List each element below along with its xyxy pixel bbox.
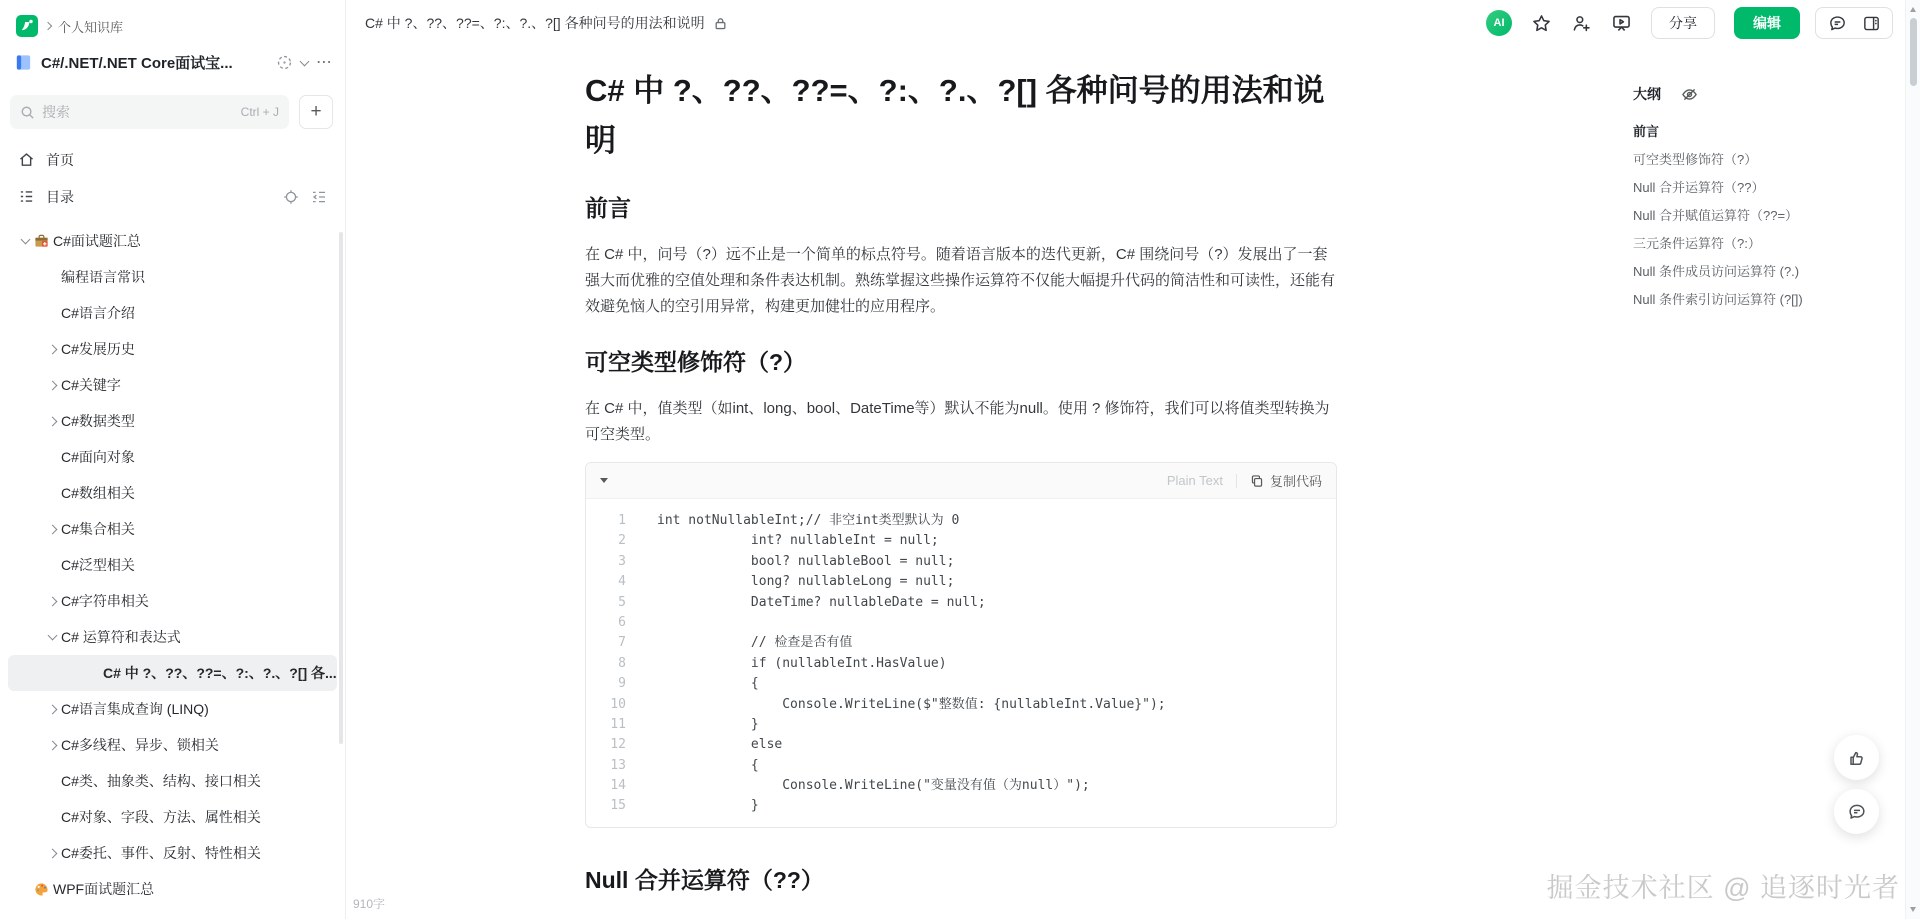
watermark: 掘金技术社区 @ 追逐时光者 — [1546, 873, 1900, 903]
scrollbar-thumb[interactable] — [1910, 18, 1917, 86]
line-number: 5 — [618, 594, 626, 610]
code-language-select[interactable]: Plain Text — [1166, 473, 1223, 488]
expand-chevron-slot — [43, 598, 61, 605]
panel-toggle-group — [1815, 7, 1893, 39]
yuque-logo-icon[interactable] — [16, 15, 38, 37]
expand-chevron-icon[interactable] — [47, 848, 57, 858]
books-emoji-icon — [34, 234, 53, 249]
doc-breadcrumb — [365, 13, 728, 33]
tree-item-label: C#语言集成查询 (LINQ) — [61, 701, 209, 717]
book-header — [0, 37, 345, 73]
code-line — [586, 735, 1336, 755]
outline-panel — [1633, 84, 1885, 314]
book-status-icon[interactable] — [276, 54, 293, 71]
nav-toc-label: 目录 — [46, 188, 74, 205]
outline-title: 大纲 — [1633, 86, 1661, 102]
collapse-all-icon[interactable] — [311, 189, 327, 205]
sidebar-tree-item[interactable] — [8, 691, 337, 727]
nav-home-label: 首页 — [46, 151, 74, 168]
copy-code-label: 复制代码 — [1269, 474, 1322, 489]
sidebar-tree-item[interactable] — [8, 547, 337, 583]
line-number: 1 — [618, 513, 626, 528]
tree-item-label: C#集合相关 — [61, 521, 135, 537]
line-number: 12 — [610, 737, 626, 753]
code-text: DateTime? nullableDate = null; — [657, 594, 986, 610]
code-body[interactable] — [586, 499, 1336, 827]
search-input[interactable] — [10, 95, 289, 129]
expand-chevron-slot — [43, 706, 61, 713]
code-line — [586, 531, 1336, 551]
tree-item-label: C#面向对象 — [61, 449, 135, 465]
scroll-down-arrow-icon[interactable] — [1910, 907, 1916, 912]
line-number: 13 — [610, 757, 626, 773]
outline-item[interactable]: 可空类型修饰符（?） — [1633, 152, 1758, 167]
code-line — [586, 674, 1336, 694]
heading-null-coalescing: Null 合并运算符（??） — [585, 866, 824, 893]
expand-chevron-slot — [43, 850, 61, 857]
outline-item[interactable]: Null 合并赋值运算符（??=） — [1633, 208, 1799, 223]
workspace-breadcrumb — [0, 0, 345, 37]
expand-chevron-slot — [43, 346, 61, 353]
sidebar-tree-item[interactable] — [8, 763, 337, 799]
book-title[interactable]: C#/.NET/.NET Core面试宝... — [41, 55, 233, 72]
expand-chevron-slot — [43, 742, 61, 749]
line-number: 14 — [610, 778, 626, 794]
code-text: bool? nullableBool = null; — [657, 553, 955, 569]
sidebar-tree-item[interactable] — [8, 871, 337, 907]
code-line — [586, 756, 1336, 776]
tree-item-label: C#多线程、异步、锁相关 — [61, 737, 219, 753]
comments-panel-icon[interactable] — [1822, 8, 1852, 38]
chevron-down-icon[interactable] — [300, 56, 310, 66]
sidebar — [0, 0, 346, 919]
code-text: int? nullableInt = null; — [657, 533, 939, 549]
code-text: } — [657, 716, 759, 732]
toc-icon — [18, 188, 35, 205]
expand-chevron-slot — [43, 635, 61, 639]
line-number: 7 — [618, 635, 626, 651]
paragraph-foreword: 在 C# 中，问号（?）远不止是一个简单的标点符号。随着语言版本的迭代更新，C# 围绕问号（?）发展出了一套强大而优雅的空值处理和条件表达机制。熟练掌握这些操作运算符不仅能大幅提升代码的简洁性和可读性，还能有效避免恼人的空引用异常，构建更加健壮的应用程序。 — [585, 246, 1336, 315]
sidebar-nav — [0, 129, 345, 215]
book-icon — [14, 53, 33, 72]
code-block-header — [586, 463, 1336, 499]
comment-button[interactable] — [1834, 789, 1879, 834]
search-shortcut: Ctrl + J — [240, 105, 279, 119]
line-number: 9 — [618, 676, 626, 692]
tree-item-label: C#发展历史 — [61, 341, 135, 357]
expand-chevron-icon[interactable] — [47, 704, 57, 714]
collapse-code-icon[interactable] — [600, 478, 608, 483]
more-options-icon[interactable]: ⋯ — [316, 53, 333, 71]
code-text: { — [657, 676, 759, 692]
expand-chevron-slot — [43, 526, 61, 533]
code-line — [586, 796, 1336, 816]
code-line — [586, 511, 1336, 531]
window-scrollbar[interactable] — [1905, 0, 1920, 919]
code-line — [586, 715, 1336, 735]
code-text: else — [657, 737, 783, 753]
code-line — [586, 654, 1336, 674]
code-line — [586, 593, 1336, 613]
outline-item[interactable]: Null 条件成员访问运算符 (?.) — [1633, 264, 1800, 279]
like-button[interactable] — [1834, 735, 1879, 780]
line-number: 3 — [618, 553, 626, 569]
outline-header — [1633, 84, 1885, 104]
expand-chevron-icon[interactable] — [20, 235, 30, 245]
sidebar-tree-item[interactable] — [8, 799, 337, 835]
paragraph-nullable: 在 C# 中，值类型（如int、long、bool、DateTime等）默认不能为null。使用 ? 修饰符，我们可以将值类型转换为可空类型。 — [585, 400, 1330, 443]
expand-chevron-slot — [43, 418, 61, 425]
tree-item-label: C# 运算符和表达式 — [61, 629, 181, 645]
tree-item-label: 编程语言常识 — [61, 269, 145, 285]
star-icon[interactable] — [1531, 13, 1552, 34]
code-text: if (nullableInt.HasValue) — [657, 655, 947, 671]
workspace-name[interactable]: 个人知识库 — [58, 19, 124, 35]
expand-chevron-icon[interactable] — [47, 524, 57, 534]
expand-chevron-icon[interactable] — [47, 596, 57, 606]
expand-chevron-icon[interactable] — [47, 740, 57, 750]
sidebar-tree-item[interactable] — [8, 259, 337, 295]
line-number: 6 — [618, 614, 626, 630]
invite-collaborator-icon[interactable] — [1571, 13, 1592, 34]
code-text: { — [657, 757, 759, 773]
tree-item-label: C#关键字 — [61, 377, 121, 393]
sidebar-tree-item[interactable] — [8, 475, 337, 511]
locate-current-icon[interactable] — [283, 189, 299, 205]
tree-item-label: C#对象、字段、方法、属性相关 — [61, 809, 261, 825]
sidebar-tree-item[interactable] — [8, 583, 337, 619]
sidebar-tree-item[interactable] — [8, 835, 337, 871]
search-field[interactable] — [42, 104, 234, 120]
topbar — [347, 0, 1905, 46]
code-text: } — [657, 798, 759, 814]
expand-chevron-slot — [43, 382, 61, 389]
document-tree — [0, 215, 345, 907]
code-text: // 检查是否有值 — [657, 635, 853, 651]
share-button[interactable]: 分享 — [1651, 7, 1715, 39]
expand-chevron-icon[interactable] — [47, 631, 57, 641]
tree-item-label: C#数组相关 — [61, 485, 135, 501]
outline-item[interactable]: Null 条件索引访问运算符 (?[]) — [1633, 292, 1803, 307]
sidebar-item-home[interactable] — [8, 141, 337, 178]
outline-item[interactable]: 三元条件运算符（?:） — [1633, 236, 1761, 251]
doc-title: C# 中 ?、??、??=、?:、?.、?[] 各种问号的用法和说明 — [585, 73, 1325, 158]
sidebar-tree-item[interactable] — [8, 403, 337, 439]
code-block — [585, 462, 1337, 828]
code-text: int notNullableInt;// 非空int类型默认为 0 — [657, 513, 960, 528]
sidebar-tree-item[interactable] — [8, 439, 337, 475]
code-line — [586, 776, 1336, 796]
home-icon — [18, 151, 35, 168]
tree-item-label: C#类、抽象类、结构、接口相关 — [61, 773, 261, 789]
tree-item-label: WPF面试题汇总 — [53, 881, 155, 897]
present-mode-icon[interactable] — [1611, 13, 1632, 34]
line-number: 15 — [610, 798, 626, 814]
sidebar-item-toc[interactable] — [8, 178, 337, 215]
scroll-up-arrow-icon[interactable] — [1910, 7, 1916, 12]
chevron-right-icon — [44, 22, 52, 30]
code-text: Console.WriteLine("变量没有值（为null）"); — [657, 778, 1090, 794]
line-number: 4 — [618, 574, 626, 590]
topbar-actions — [1486, 7, 1893, 39]
outline-item[interactable]: Null 合并运算符（??） — [1633, 180, 1765, 195]
line-number: 11 — [610, 716, 626, 732]
sidebar-tree-item[interactable] — [8, 367, 337, 403]
tree-item-label: C#数据类型 — [61, 413, 135, 429]
sidebar-tree-item[interactable] — [8, 511, 337, 547]
search-icon — [20, 105, 35, 120]
expand-chevron-icon[interactable] — [47, 380, 57, 390]
expand-chevron-icon[interactable] — [47, 344, 57, 354]
tree-item-label: C#字符串相关 — [61, 593, 149, 609]
layout-panel-icon[interactable] — [1856, 8, 1886, 38]
expand-chevron-slot — [16, 239, 34, 243]
ai-assistant-button[interactable]: AI — [1486, 10, 1512, 36]
search-row — [0, 73, 345, 129]
tree-item-label: C#面试题汇总 — [53, 233, 141, 249]
sidebar-tree-item[interactable] — [8, 331, 337, 367]
code-text: Console.WriteLine($"整数值: {nullableInt.Value}"); — [657, 696, 1166, 712]
outline-list — [1633, 118, 1885, 314]
expand-chevron-icon[interactable] — [47, 416, 57, 426]
sidebar-scrollbar[interactable] — [339, 232, 343, 744]
heading-foreword: 前言 — [585, 195, 631, 221]
line-number: 8 — [618, 655, 626, 671]
code-line — [586, 552, 1336, 572]
tree-item-label: C# 中 ?、??、??=、?:、?.、?[] 各... — [103, 665, 337, 681]
edit-button[interactable]: 编辑 — [1734, 7, 1800, 39]
heading-nullable-modifier: 可空类型修饰符（?） — [585, 349, 807, 375]
hide-outline-icon[interactable] — [1681, 86, 1698, 103]
code-line — [586, 613, 1336, 633]
tree-item-label: C#语言介绍 — [61, 305, 135, 321]
tree-item-label: C#委托、事件、反射、特性相关 — [61, 845, 261, 861]
copy-code-button[interactable] — [1250, 471, 1322, 490]
code-text: long? nullableLong = null; — [657, 574, 955, 590]
sidebar-tree-item[interactable] — [8, 619, 337, 655]
doc-breadcrumb-title[interactable]: C# 中 ?、??、??=、?:、?.、?[] 各种问号的用法和说明 — [365, 15, 705, 31]
tree-item-label: C#泛型相关 — [61, 557, 135, 573]
document — [585, 46, 1337, 896]
lock-icon[interactable] — [713, 16, 728, 31]
sidebar-tree-item[interactable] — [8, 727, 337, 763]
word-count: 910字 — [353, 897, 386, 911]
sidebar-tree-item[interactable] — [8, 223, 337, 259]
outline-item[interactable]: 前言 — [1633, 118, 1885, 146]
sidebar-tree-item[interactable] — [8, 295, 337, 331]
line-number: 10 — [610, 696, 626, 712]
divider — [1236, 474, 1237, 488]
line-number: 2 — [618, 533, 626, 549]
sidebar-tree-item[interactable] — [8, 655, 337, 691]
code-line — [586, 633, 1336, 653]
new-doc-button[interactable]: + — [299, 95, 333, 129]
palette-emoji-icon — [34, 882, 53, 897]
code-line — [586, 572, 1336, 592]
code-line — [586, 695, 1336, 715]
code-text — [626, 613, 657, 633]
